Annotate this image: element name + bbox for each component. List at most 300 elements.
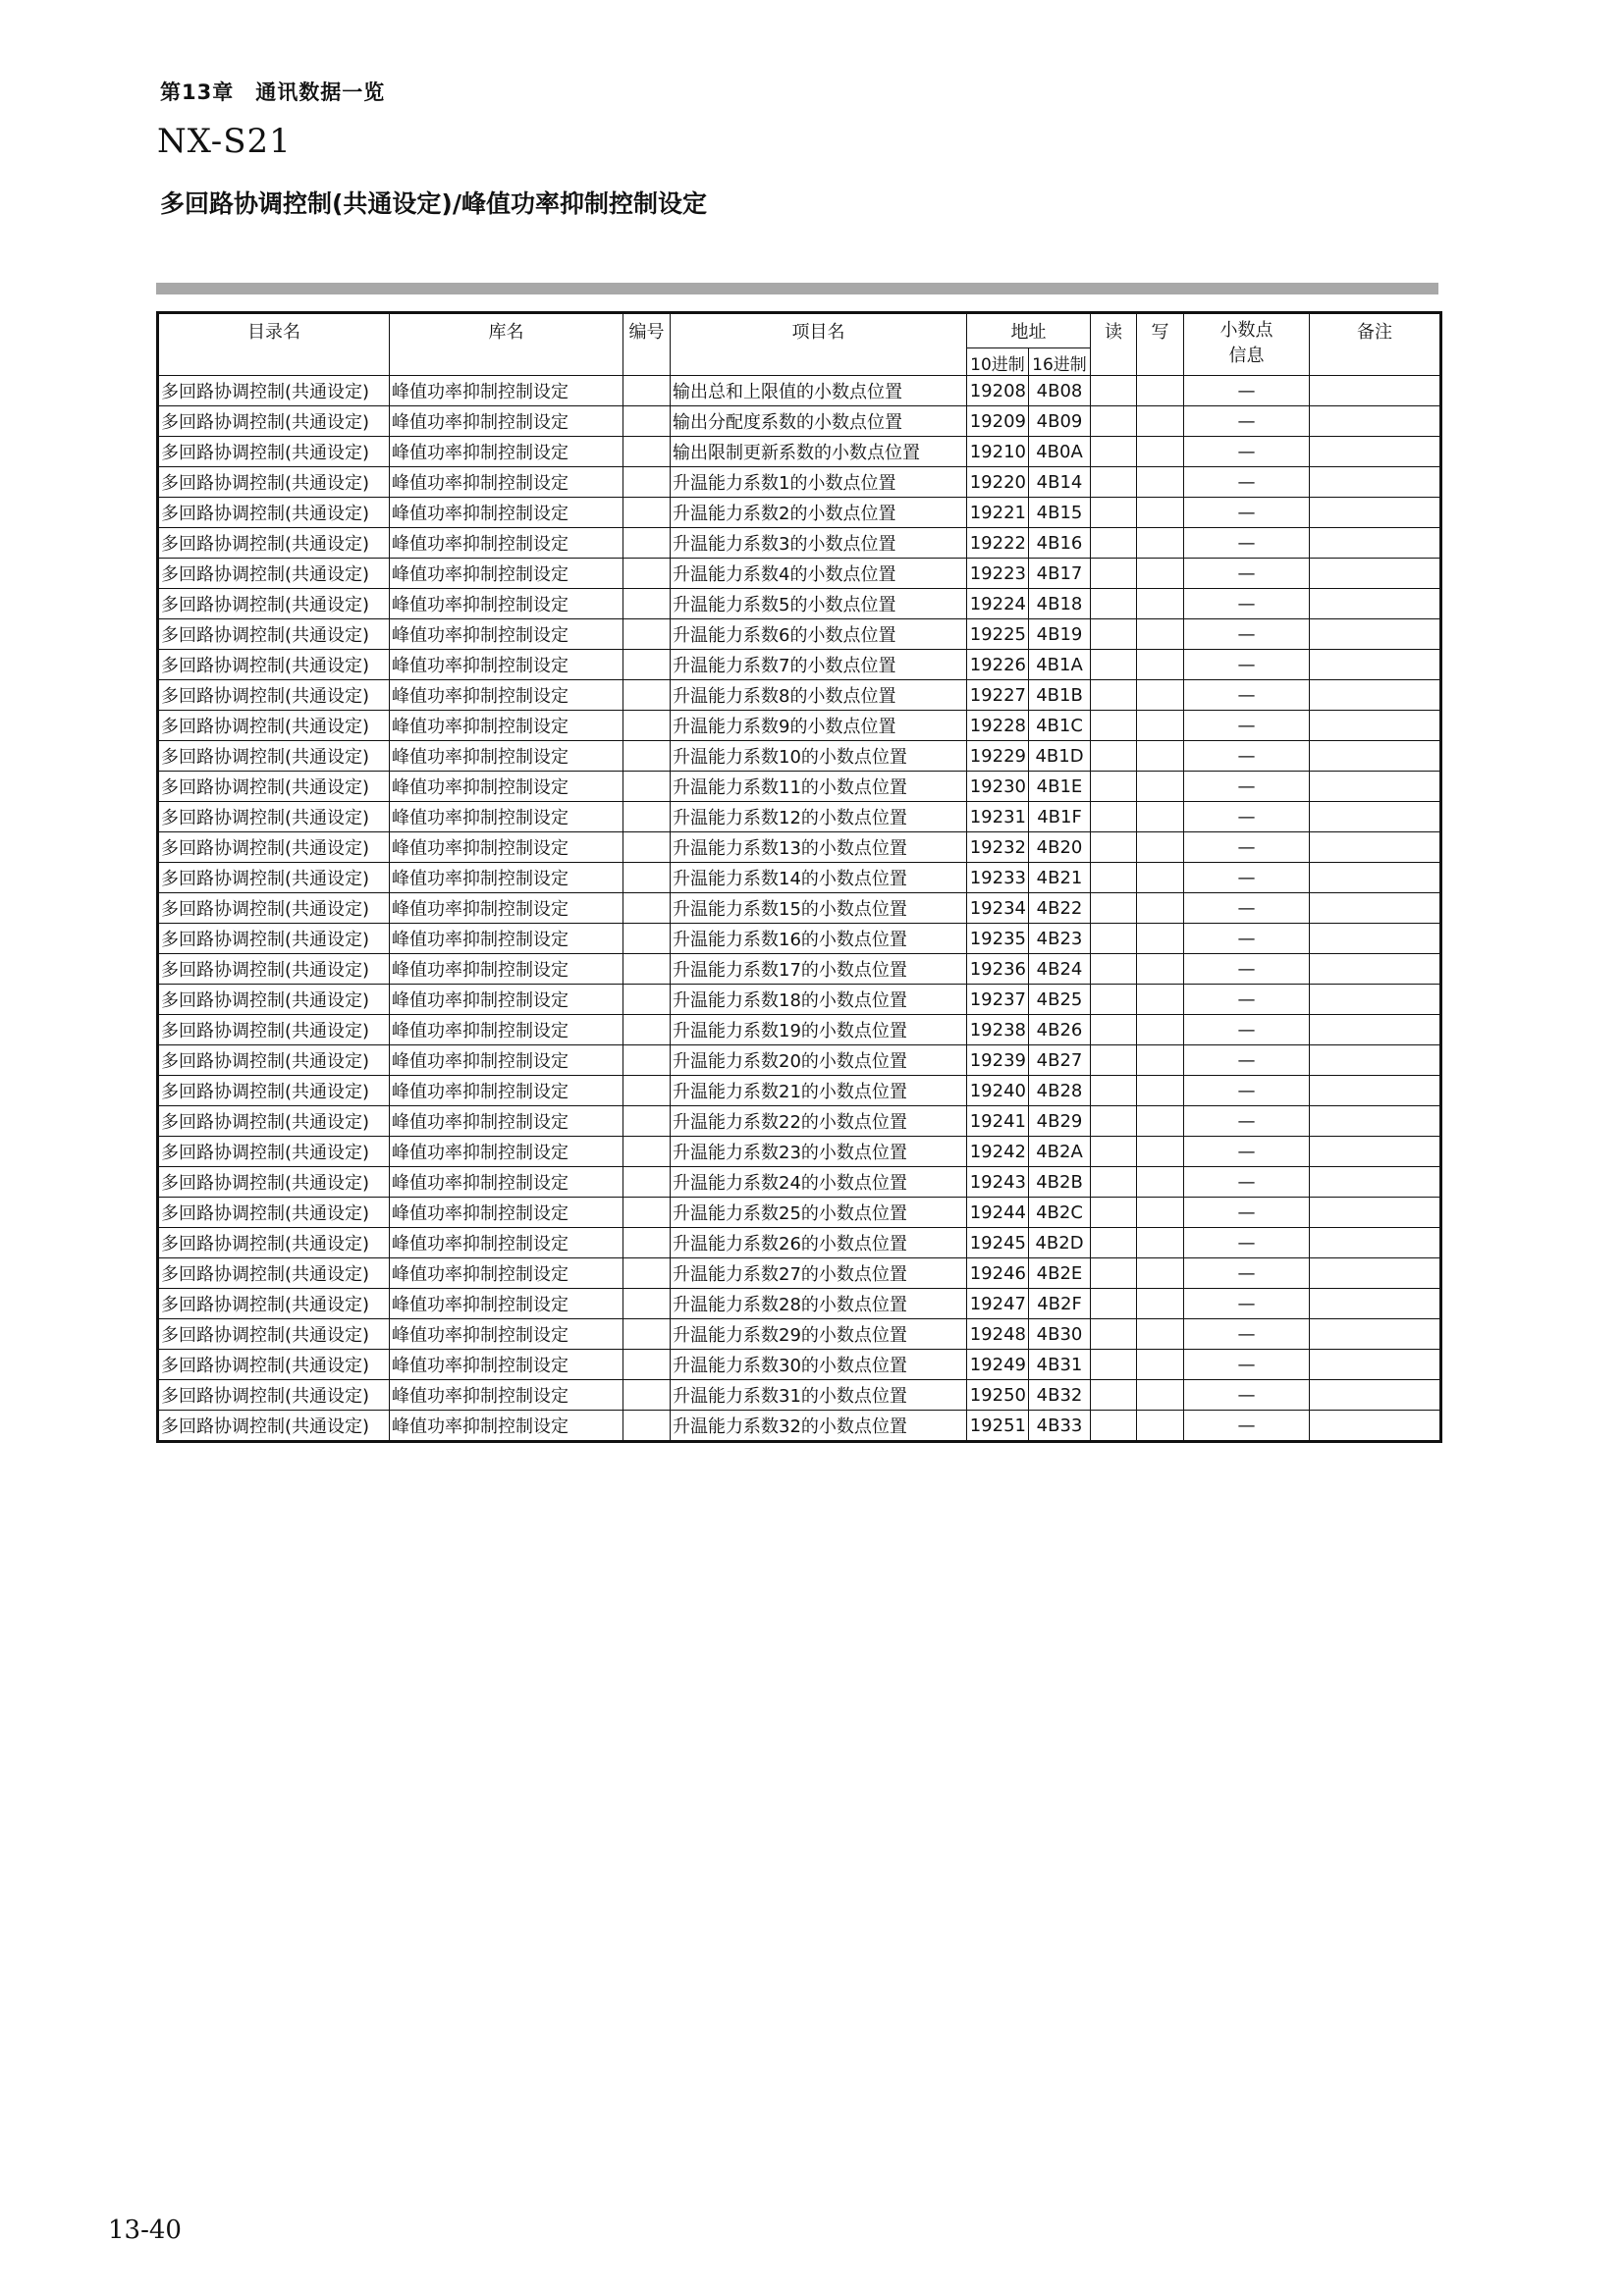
table-row [158, 711, 1441, 741]
cell-library: 峰值功率抑制控制设定 [390, 1380, 623, 1411]
cell-decimal-info: — [1184, 893, 1310, 924]
cell-item: 升温能力系数3的小数点位置 [671, 528, 967, 559]
cell-library: 峰值功率抑制控制设定 [390, 1228, 623, 1258]
cell-number [623, 1289, 671, 1319]
cell-write [1137, 559, 1184, 589]
cell-hex: 4B28 [1029, 1076, 1091, 1106]
cell-dec: 19242 [967, 1137, 1029, 1167]
cell-library: 峰值功率抑制控制设定 [390, 1411, 623, 1442]
cell-decimal-info: — [1184, 376, 1310, 406]
cell-read [1091, 528, 1137, 559]
cell-number [623, 1076, 671, 1106]
cell-item: 输出总和上限值的小数点位置 [671, 376, 967, 406]
cell-number [623, 924, 671, 954]
cell-catalog: 多回路协调控制(共通设定) [158, 559, 390, 589]
cell-item: 输出分配度系数的小数点位置 [671, 406, 967, 437]
header-decimal-info: 小数点 信息 [1184, 313, 1310, 376]
cell-decimal-info: — [1184, 1258, 1310, 1289]
cell-catalog: 多回路协调控制(共通设定) [158, 1289, 390, 1319]
cell-number [623, 376, 671, 406]
header-address: 地址 [967, 313, 1091, 348]
cell-catalog: 多回路协调控制(共通设定) [158, 863, 390, 893]
cell-write [1137, 1167, 1184, 1198]
cell-dec: 19208 [967, 376, 1029, 406]
cell-dec: 19249 [967, 1350, 1029, 1380]
table-row [158, 832, 1441, 863]
cell-dec: 19250 [967, 1380, 1029, 1411]
cell-remarks [1310, 1258, 1441, 1289]
cell-remarks [1310, 985, 1441, 1015]
cell-item: 升温能力系数7的小数点位置 [671, 650, 967, 680]
table-row [158, 985, 1441, 1015]
cell-dec: 19225 [967, 619, 1029, 650]
cell-library: 峰值功率抑制控制设定 [390, 1015, 623, 1045]
cell-dec: 19241 [967, 1106, 1029, 1137]
cell-decimal-info: — [1184, 1228, 1310, 1258]
cell-library: 峰值功率抑制控制设定 [390, 954, 623, 985]
cell-write [1137, 1289, 1184, 1319]
cell-library: 峰值功率抑制控制设定 [390, 437, 623, 467]
cell-item: 升温能力系数25的小数点位置 [671, 1198, 967, 1228]
cell-dec: 19248 [967, 1319, 1029, 1350]
cell-decimal-info: — [1184, 1167, 1310, 1198]
cell-remarks [1310, 1380, 1441, 1411]
cell-decimal-info: — [1184, 528, 1310, 559]
header-read: 读 [1091, 313, 1137, 376]
cell-library: 峰值功率抑制控制设定 [390, 467, 623, 498]
cell-dec: 19243 [967, 1167, 1029, 1198]
table-row [158, 437, 1441, 467]
cell-number [623, 1380, 671, 1411]
cell-write [1137, 1045, 1184, 1076]
section-title: 多回路协调控制(共通设定)/峰值功率抑制控制设定 [160, 189, 707, 218]
table-row [158, 650, 1441, 680]
cell-decimal-info: — [1184, 741, 1310, 772]
cell-remarks [1310, 863, 1441, 893]
cell-write [1137, 772, 1184, 802]
cell-decimal-info: — [1184, 711, 1310, 741]
cell-item: 升温能力系数28的小数点位置 [671, 1289, 967, 1319]
cell-dec: 19237 [967, 985, 1029, 1015]
cell-read [1091, 498, 1137, 528]
page-number: 13-40 [108, 2216, 182, 2245]
table-header [158, 313, 1441, 376]
cell-read [1091, 1198, 1137, 1228]
cell-remarks [1310, 1045, 1441, 1076]
cell-read [1091, 619, 1137, 650]
cell-dec: 19231 [967, 802, 1029, 832]
cell-remarks [1310, 832, 1441, 863]
table-row [158, 589, 1441, 619]
cell-decimal-info: — [1184, 1137, 1310, 1167]
cell-number [623, 498, 671, 528]
data-table [156, 311, 1442, 1443]
cell-dec: 19230 [967, 772, 1029, 802]
cell-write [1137, 1380, 1184, 1411]
cell-dec: 19239 [967, 1045, 1029, 1076]
cell-number [623, 863, 671, 893]
cell-read [1091, 559, 1137, 589]
cell-library: 峰值功率抑制控制设定 [390, 741, 623, 772]
cell-read [1091, 772, 1137, 802]
cell-decimal-info: — [1184, 1319, 1310, 1350]
cell-item: 升温能力系数1的小数点位置 [671, 467, 967, 498]
cell-read [1091, 467, 1137, 498]
cell-hex: 4B17 [1029, 559, 1091, 589]
header-item: 项目名 [671, 313, 967, 376]
cell-item: 升温能力系数8的小数点位置 [671, 680, 967, 711]
cell-decimal-info: — [1184, 437, 1310, 467]
cell-hex: 4B08 [1029, 376, 1091, 406]
cell-item: 升温能力系数24的小数点位置 [671, 1167, 967, 1198]
cell-item: 升温能力系数23的小数点位置 [671, 1137, 967, 1167]
table-body [158, 376, 1441, 1442]
cell-read [1091, 680, 1137, 711]
cell-hex: 4B18 [1029, 589, 1091, 619]
cell-number [623, 1015, 671, 1045]
cell-library: 峰值功率抑制控制设定 [390, 1258, 623, 1289]
table-row [158, 406, 1441, 437]
cell-hex: 4B19 [1029, 619, 1091, 650]
cell-remarks [1310, 893, 1441, 924]
cell-decimal-info: — [1184, 954, 1310, 985]
cell-library: 峰值功率抑制控制设定 [390, 1106, 623, 1137]
cell-decimal-info: — [1184, 406, 1310, 437]
cell-item: 升温能力系数15的小数点位置 [671, 893, 967, 924]
table-row [158, 1350, 1441, 1380]
cell-item: 升温能力系数2的小数点位置 [671, 498, 967, 528]
cell-decimal-info: — [1184, 1015, 1310, 1045]
cell-hex: 4B2C [1029, 1198, 1091, 1228]
cell-write [1137, 1411, 1184, 1442]
cell-number [623, 1350, 671, 1380]
cell-item: 升温能力系数22的小数点位置 [671, 1106, 967, 1137]
cell-library: 峰值功率抑制控制设定 [390, 1289, 623, 1319]
cell-read [1091, 1106, 1137, 1137]
cell-catalog: 多回路协调控制(共通设定) [158, 741, 390, 772]
cell-library: 峰值功率抑制控制设定 [390, 1167, 623, 1198]
cell-number [623, 589, 671, 619]
cell-read [1091, 802, 1137, 832]
cell-number [623, 1106, 671, 1137]
cell-dec: 19234 [967, 893, 1029, 924]
table-row [158, 467, 1441, 498]
header-hex: 16进制 [1029, 348, 1091, 376]
cell-item: 升温能力系数27的小数点位置 [671, 1258, 967, 1289]
cell-read [1091, 985, 1137, 1015]
cell-hex: 4B22 [1029, 893, 1091, 924]
cell-catalog: 多回路协调控制(共通设定) [158, 924, 390, 954]
cell-remarks [1310, 954, 1441, 985]
cell-library: 峰值功率抑制控制设定 [390, 1076, 623, 1106]
cell-item: 升温能力系数31的小数点位置 [671, 1380, 967, 1411]
table-row [158, 1167, 1441, 1198]
cell-write [1137, 863, 1184, 893]
cell-hex: 4B1B [1029, 680, 1091, 711]
cell-library: 峰值功率抑制控制设定 [390, 559, 623, 589]
header-write: 写 [1137, 313, 1184, 376]
cell-library: 峰值功率抑制控制设定 [390, 528, 623, 559]
cell-remarks [1310, 772, 1441, 802]
cell-dec: 19235 [967, 924, 1029, 954]
cell-catalog: 多回路协调控制(共通设定) [158, 1258, 390, 1289]
cell-catalog: 多回路协调控制(共通设定) [158, 619, 390, 650]
cell-remarks [1310, 1228, 1441, 1258]
cell-remarks [1310, 741, 1441, 772]
cell-hex: 4B1A [1029, 650, 1091, 680]
cell-catalog: 多回路协调控制(共通设定) [158, 772, 390, 802]
table-row [158, 619, 1441, 650]
cell-catalog: 多回路协调控制(共通设定) [158, 893, 390, 924]
cell-catalog: 多回路协调控制(共通设定) [158, 528, 390, 559]
cell-remarks [1310, 1350, 1441, 1380]
cell-dec: 19228 [967, 711, 1029, 741]
cell-item: 升温能力系数10的小数点位置 [671, 741, 967, 772]
cell-read [1091, 832, 1137, 863]
table-row [158, 1289, 1441, 1319]
header-catalog: 目录名 [158, 313, 390, 376]
cell-catalog: 多回路协调控制(共通设定) [158, 954, 390, 985]
table-row [158, 559, 1441, 589]
header-number: 编号 [623, 313, 671, 376]
cell-dec: 19244 [967, 1198, 1029, 1228]
cell-decimal-info: — [1184, 619, 1310, 650]
cell-read [1091, 1137, 1137, 1167]
cell-remarks [1310, 467, 1441, 498]
cell-hex: 4B2A [1029, 1137, 1091, 1167]
cell-decimal-info: — [1184, 863, 1310, 893]
cell-item: 升温能力系数14的小数点位置 [671, 863, 967, 893]
table-row [158, 498, 1441, 528]
cell-remarks [1310, 528, 1441, 559]
cell-number [623, 772, 671, 802]
cell-item: 升温能力系数6的小数点位置 [671, 619, 967, 650]
table-row [158, 772, 1441, 802]
cell-catalog: 多回路协调控制(共通设定) [158, 650, 390, 680]
cell-catalog: 多回路协调控制(共通设定) [158, 802, 390, 832]
cell-library: 峰值功率抑制控制设定 [390, 832, 623, 863]
cell-read [1091, 893, 1137, 924]
table-row [158, 802, 1441, 832]
cell-number [623, 1258, 671, 1289]
cell-catalog: 多回路协调控制(共通设定) [158, 498, 390, 528]
cell-item: 升温能力系数11的小数点位置 [671, 772, 967, 802]
cell-read [1091, 589, 1137, 619]
cell-number [623, 467, 671, 498]
cell-dec: 19232 [967, 832, 1029, 863]
cell-library: 峰值功率抑制控制设定 [390, 985, 623, 1015]
table-row [158, 376, 1441, 406]
cell-remarks [1310, 619, 1441, 650]
cell-catalog: 多回路协调控制(共通设定) [158, 1015, 390, 1045]
cell-number [623, 802, 671, 832]
cell-number [623, 406, 671, 437]
cell-decimal-info: — [1184, 1198, 1310, 1228]
cell-catalog: 多回路协调控制(共通设定) [158, 680, 390, 711]
cell-item: 升温能力系数9的小数点位置 [671, 711, 967, 741]
cell-decimal-info: — [1184, 1411, 1310, 1442]
cell-write [1137, 1076, 1184, 1106]
cell-decimal-info: — [1184, 802, 1310, 832]
cell-library: 峰值功率抑制控制设定 [390, 650, 623, 680]
cell-remarks [1310, 1015, 1441, 1045]
cell-write [1137, 1137, 1184, 1167]
cell-library: 峰值功率抑制控制设定 [390, 376, 623, 406]
cell-number [623, 437, 671, 467]
header-remarks: 备注 [1310, 313, 1441, 376]
cell-write [1137, 376, 1184, 406]
cell-hex: 4B2F [1029, 1289, 1091, 1319]
cell-dec: 19246 [967, 1258, 1029, 1289]
cell-dec: 19221 [967, 498, 1029, 528]
cell-write [1137, 467, 1184, 498]
table-row [158, 863, 1441, 893]
table-row [158, 1258, 1441, 1289]
cell-write [1137, 1258, 1184, 1289]
cell-library: 峰值功率抑制控制设定 [390, 863, 623, 893]
cell-remarks [1310, 589, 1441, 619]
cell-item: 升温能力系数19的小数点位置 [671, 1015, 967, 1045]
cell-decimal-info: — [1184, 498, 1310, 528]
cell-decimal-info: — [1184, 467, 1310, 498]
cell-item: 升温能力系数18的小数点位置 [671, 985, 967, 1015]
cell-read [1091, 1228, 1137, 1258]
cell-read [1091, 1045, 1137, 1076]
table-row [158, 1380, 1441, 1411]
cell-hex: 4B26 [1029, 1015, 1091, 1045]
cell-decimal-info: — [1184, 1380, 1310, 1411]
cell-remarks [1310, 1076, 1441, 1106]
cell-write [1137, 1350, 1184, 1380]
cell-decimal-info: — [1184, 559, 1310, 589]
cell-remarks [1310, 437, 1441, 467]
cell-number [623, 1319, 671, 1350]
cell-library: 峰值功率抑制控制设定 [390, 711, 623, 741]
cell-dec: 19210 [967, 437, 1029, 467]
cell-decimal-info: — [1184, 1350, 1310, 1380]
cell-number [623, 1137, 671, 1167]
cell-remarks [1310, 498, 1441, 528]
cell-remarks [1310, 376, 1441, 406]
cell-dec: 19220 [967, 467, 1029, 498]
cell-write [1137, 650, 1184, 680]
cell-dec: 19245 [967, 1228, 1029, 1258]
cell-decimal-info: — [1184, 1106, 1310, 1137]
cell-hex: 4B27 [1029, 1045, 1091, 1076]
cell-dec: 19233 [967, 863, 1029, 893]
cell-library: 峰值功率抑制控制设定 [390, 1350, 623, 1380]
cell-read [1091, 650, 1137, 680]
header-dec: 10进制 [967, 348, 1029, 376]
table-row [158, 1076, 1441, 1106]
cell-library: 峰值功率抑制控制设定 [390, 498, 623, 528]
table-row [158, 680, 1441, 711]
cell-read [1091, 1319, 1137, 1350]
cell-item: 升温能力系数32的小数点位置 [671, 1411, 967, 1442]
cell-write [1137, 954, 1184, 985]
cell-read [1091, 741, 1137, 772]
cell-remarks [1310, 1106, 1441, 1137]
cell-read [1091, 406, 1137, 437]
cell-read [1091, 1350, 1137, 1380]
cell-hex: 4B21 [1029, 863, 1091, 893]
cell-catalog: 多回路协调控制(共通设定) [158, 1411, 390, 1442]
cell-catalog: 多回路协调控制(共通设定) [158, 376, 390, 406]
cell-hex: 4B31 [1029, 1350, 1091, 1380]
cell-catalog: 多回路协调控制(共通设定) [158, 1045, 390, 1076]
cell-dec: 19251 [967, 1411, 1029, 1442]
cell-write [1137, 985, 1184, 1015]
cell-catalog: 多回路协调控制(共通设定) [158, 711, 390, 741]
cell-library: 峰值功率抑制控制设定 [390, 893, 623, 924]
cell-library: 峰值功率抑制控制设定 [390, 619, 623, 650]
cell-hex: 4B15 [1029, 498, 1091, 528]
cell-library: 峰值功率抑制控制设定 [390, 1198, 623, 1228]
cell-item: 升温能力系数5的小数点位置 [671, 589, 967, 619]
cell-hex: 4B29 [1029, 1106, 1091, 1137]
cell-dec: 19223 [967, 559, 1029, 589]
cell-item: 升温能力系数17的小数点位置 [671, 954, 967, 985]
cell-item: 升温能力系数20的小数点位置 [671, 1045, 967, 1076]
cell-number [623, 650, 671, 680]
cell-catalog: 多回路协调控制(共通设定) [158, 1350, 390, 1380]
cell-remarks [1310, 680, 1441, 711]
cell-hex: 4B2D [1029, 1228, 1091, 1258]
cell-library: 峰值功率抑制控制设定 [390, 589, 623, 619]
cell-decimal-info: — [1184, 1076, 1310, 1106]
cell-write [1137, 498, 1184, 528]
cell-number [623, 559, 671, 589]
cell-hex: 4B32 [1029, 1380, 1091, 1411]
cell-decimal-info: — [1184, 589, 1310, 619]
cell-catalog: 多回路协调控制(共通设定) [158, 1167, 390, 1198]
cell-library: 峰值功率抑制控制设定 [390, 924, 623, 954]
cell-catalog: 多回路协调控制(共通设定) [158, 985, 390, 1015]
cell-write [1137, 1319, 1184, 1350]
table-row [158, 1319, 1441, 1350]
cell-library: 峰值功率抑制控制设定 [390, 1137, 623, 1167]
cell-write [1137, 589, 1184, 619]
cell-item: 升温能力系数29的小数点位置 [671, 1319, 967, 1350]
cell-remarks [1310, 802, 1441, 832]
model-name: NX-S21 [157, 122, 292, 161]
cell-remarks [1310, 1289, 1441, 1319]
cell-library: 峰值功率抑制控制设定 [390, 1319, 623, 1350]
table-row [158, 1106, 1441, 1137]
cell-catalog: 多回路协调控制(共通设定) [158, 437, 390, 467]
divider-bar [156, 283, 1438, 294]
table-row [158, 1137, 1441, 1167]
cell-dec: 19209 [967, 406, 1029, 437]
cell-hex: 4B2B [1029, 1167, 1091, 1198]
cell-number [623, 741, 671, 772]
cell-catalog: 多回路协调控制(共通设定) [158, 1228, 390, 1258]
cell-decimal-info: — [1184, 924, 1310, 954]
cell-number [623, 985, 671, 1015]
cell-remarks [1310, 1198, 1441, 1228]
cell-hex: 4B25 [1029, 985, 1091, 1015]
cell-item: 升温能力系数30的小数点位置 [671, 1350, 967, 1380]
table-row [158, 528, 1441, 559]
cell-read [1091, 1076, 1137, 1106]
cell-number [623, 954, 671, 985]
chapter-title: 第13章 通讯数据一览 [160, 80, 386, 104]
cell-remarks [1310, 1319, 1441, 1350]
cell-read [1091, 1289, 1137, 1319]
cell-decimal-info: — [1184, 832, 1310, 863]
cell-dec: 19222 [967, 528, 1029, 559]
cell-catalog: 多回路协调控制(共通设定) [158, 1106, 390, 1137]
